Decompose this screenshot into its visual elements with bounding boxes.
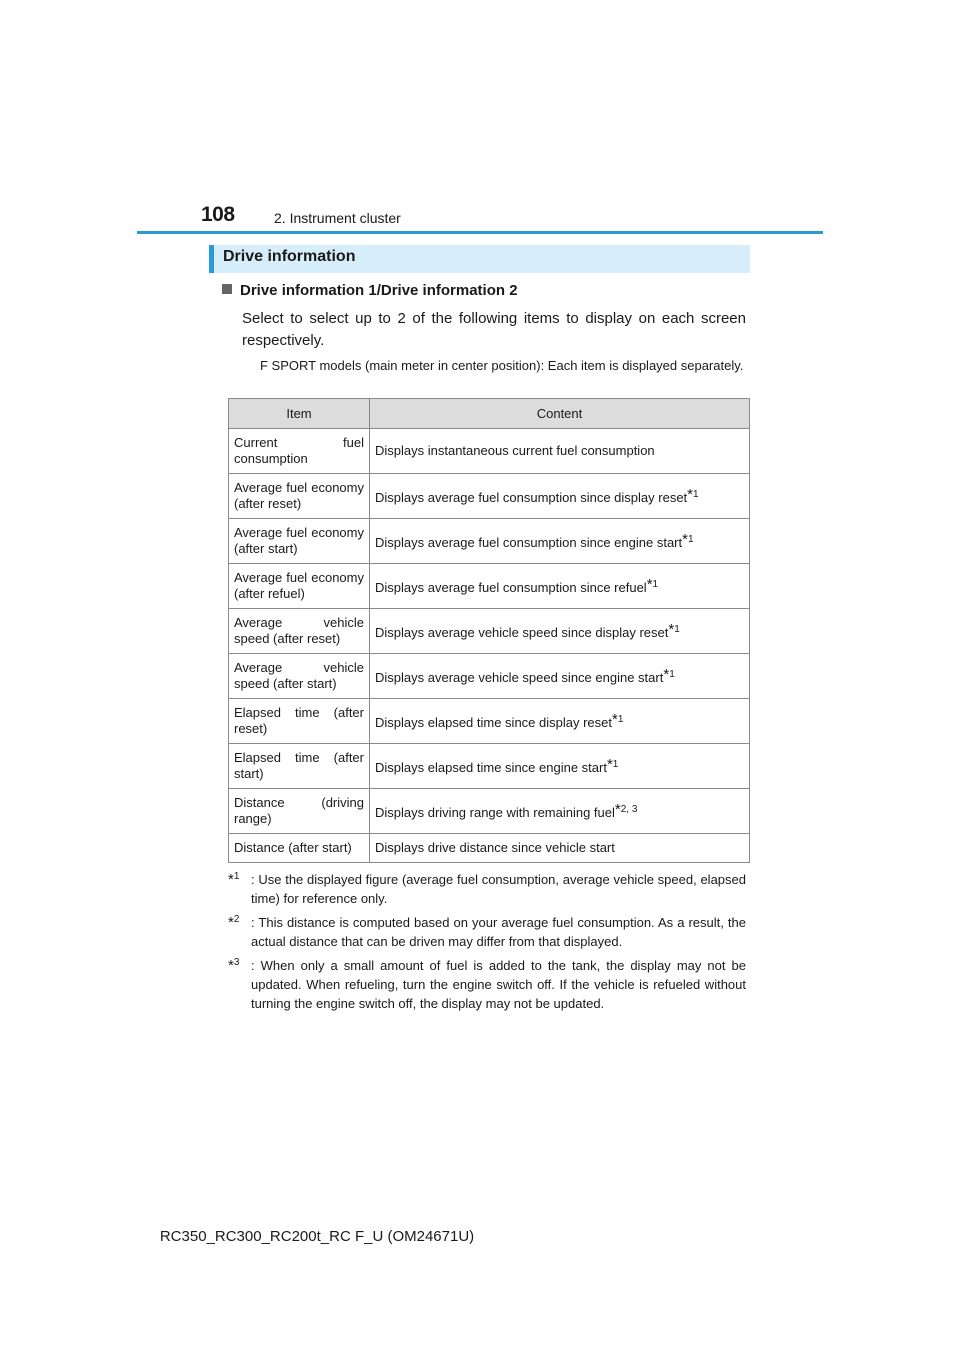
content-text: Displays average vehicle speed since display reset xyxy=(375,624,669,640)
table-row xyxy=(229,789,750,834)
table-row xyxy=(229,519,750,564)
item-cell: Current fuel consumption xyxy=(229,429,370,474)
header-rule xyxy=(137,231,823,234)
footnote xyxy=(228,956,746,1013)
intro-paragraph: Select to select up to 2 of the following items to display on each screen respectively. xyxy=(242,310,746,349)
chapter-title: 2. Instrument cluster xyxy=(274,210,401,226)
table-header-row xyxy=(229,399,750,429)
footnote-asterisk-icon: * xyxy=(228,914,234,931)
item-cell: Average vehicle speed (after start) xyxy=(229,654,370,699)
footnote-ref: 2, 3 xyxy=(620,803,638,815)
footnote-asterisk-icon: * xyxy=(646,575,653,593)
footnote-asterisk-icon: * xyxy=(687,485,694,503)
footnote-text: : When only a small amount of fuel is added to the tank, the display may not be updated. When refueling, turn the engine switch off. If the vehicle is refueled without turning the engine switch off, the display may not be updated. xyxy=(251,958,746,1011)
drive-info-table xyxy=(228,398,750,863)
footnote-number: 2 xyxy=(233,914,240,925)
section-header xyxy=(209,245,750,273)
footnote-asterisk-icon: * xyxy=(612,710,618,728)
subheading-text: Drive information 1/Drive information 2 xyxy=(240,282,518,299)
footnote-asterisk-icon: * xyxy=(228,871,234,888)
footnote xyxy=(228,870,746,908)
subheading xyxy=(222,282,518,299)
footnote-asterisk-icon: * xyxy=(614,800,621,818)
table-row xyxy=(229,699,750,744)
content-text: Displays elapsed time since engine start xyxy=(375,759,607,775)
footnote xyxy=(228,913,746,951)
content-cell xyxy=(370,564,750,609)
square-bullet-icon xyxy=(222,284,232,294)
footnote-ref: 1 xyxy=(693,488,699,500)
column-header-item: Item xyxy=(229,399,370,429)
footnote-text: : Use the displayed figure (average fuel consumption, average vehicle speed, elapsed time) for reference only. xyxy=(251,872,746,906)
item-cell: Elapsed time (after reset) xyxy=(229,699,370,744)
footnote-ref: 1 xyxy=(617,713,624,725)
content-cell xyxy=(370,474,750,519)
footer-text: RC350_RC300_RC200t_RC F_U (OM24671U) xyxy=(159,1228,475,1245)
footnote-asterisk-icon: * xyxy=(682,530,688,548)
item-cell: Average vehicle speed (after reset) xyxy=(229,609,370,654)
table-row xyxy=(229,474,750,519)
item-cell: Average fuel economy (after refuel) xyxy=(229,564,370,609)
content-cell xyxy=(370,744,750,789)
column-header-content: Content xyxy=(370,399,750,429)
footnote-asterisk-icon: * xyxy=(663,665,670,683)
footnote-asterisk-icon: * xyxy=(228,957,234,974)
content-text: Displays drive distance since vehicle start xyxy=(375,840,615,855)
content-text: Displays average fuel consumption since display reset xyxy=(375,489,688,505)
content-text: Displays driving range with remaining fuel xyxy=(375,804,615,820)
content-text: Displays average fuel consumption since refuel xyxy=(375,579,647,595)
page-footer xyxy=(0,1228,960,1245)
content-text: Displays instantaneous current fuel consumption xyxy=(375,443,655,458)
footnote-asterisk-icon: * xyxy=(668,620,675,638)
content-cell xyxy=(370,834,750,863)
content-cell xyxy=(370,519,750,564)
content-cell xyxy=(370,654,750,699)
table-row xyxy=(229,744,750,789)
content-text: Displays average fuel consumption since engine start xyxy=(375,534,683,550)
table-row xyxy=(229,429,750,474)
footnote-ref: 1 xyxy=(687,533,694,545)
item-cell: Elapsed time (after start) xyxy=(229,744,370,789)
footnote-asterisk-icon: * xyxy=(606,755,613,773)
item-cell: Average fuel economy (after start) xyxy=(229,519,370,564)
footnote-number: 3 xyxy=(233,957,240,968)
page-header xyxy=(137,200,823,236)
table-row xyxy=(229,654,750,699)
section-title: Drive information xyxy=(223,248,356,265)
footnote-marker xyxy=(228,910,239,932)
table-row xyxy=(229,609,750,654)
footnote-ref: 1 xyxy=(669,668,675,680)
table-body xyxy=(229,429,750,863)
footnote-marker xyxy=(228,867,239,889)
footnote-text: : This distance is computed based on your average fuel consumption. As a result, the actual distance that can be driven may differ from that displayed. xyxy=(251,915,746,949)
model-note: F SPORT models (main meter in center position): Each item is displayed separately. xyxy=(260,358,744,373)
footnote-number: 1 xyxy=(233,871,240,882)
table-row xyxy=(229,834,750,863)
footnote-ref: 1 xyxy=(652,578,659,590)
content-cell xyxy=(370,699,750,744)
content-text: Displays elapsed time since display reset xyxy=(375,714,612,730)
content-cell xyxy=(370,789,750,834)
item-cell: Distance (after start) xyxy=(229,834,370,863)
item-cell: Average fuel economy (after reset) xyxy=(229,474,370,519)
item-cell: Distance (driving range) xyxy=(229,789,370,834)
footnote-ref: 1 xyxy=(674,623,680,635)
footnote-marker xyxy=(228,953,239,975)
footnotes xyxy=(228,870,746,1018)
content-cell xyxy=(370,609,750,654)
table-row xyxy=(229,564,750,609)
content-cell xyxy=(370,429,750,474)
footnote-ref: 1 xyxy=(612,758,619,770)
content-text: Displays average vehicle speed since engine start xyxy=(375,669,664,685)
page-number: 108 xyxy=(201,203,235,226)
